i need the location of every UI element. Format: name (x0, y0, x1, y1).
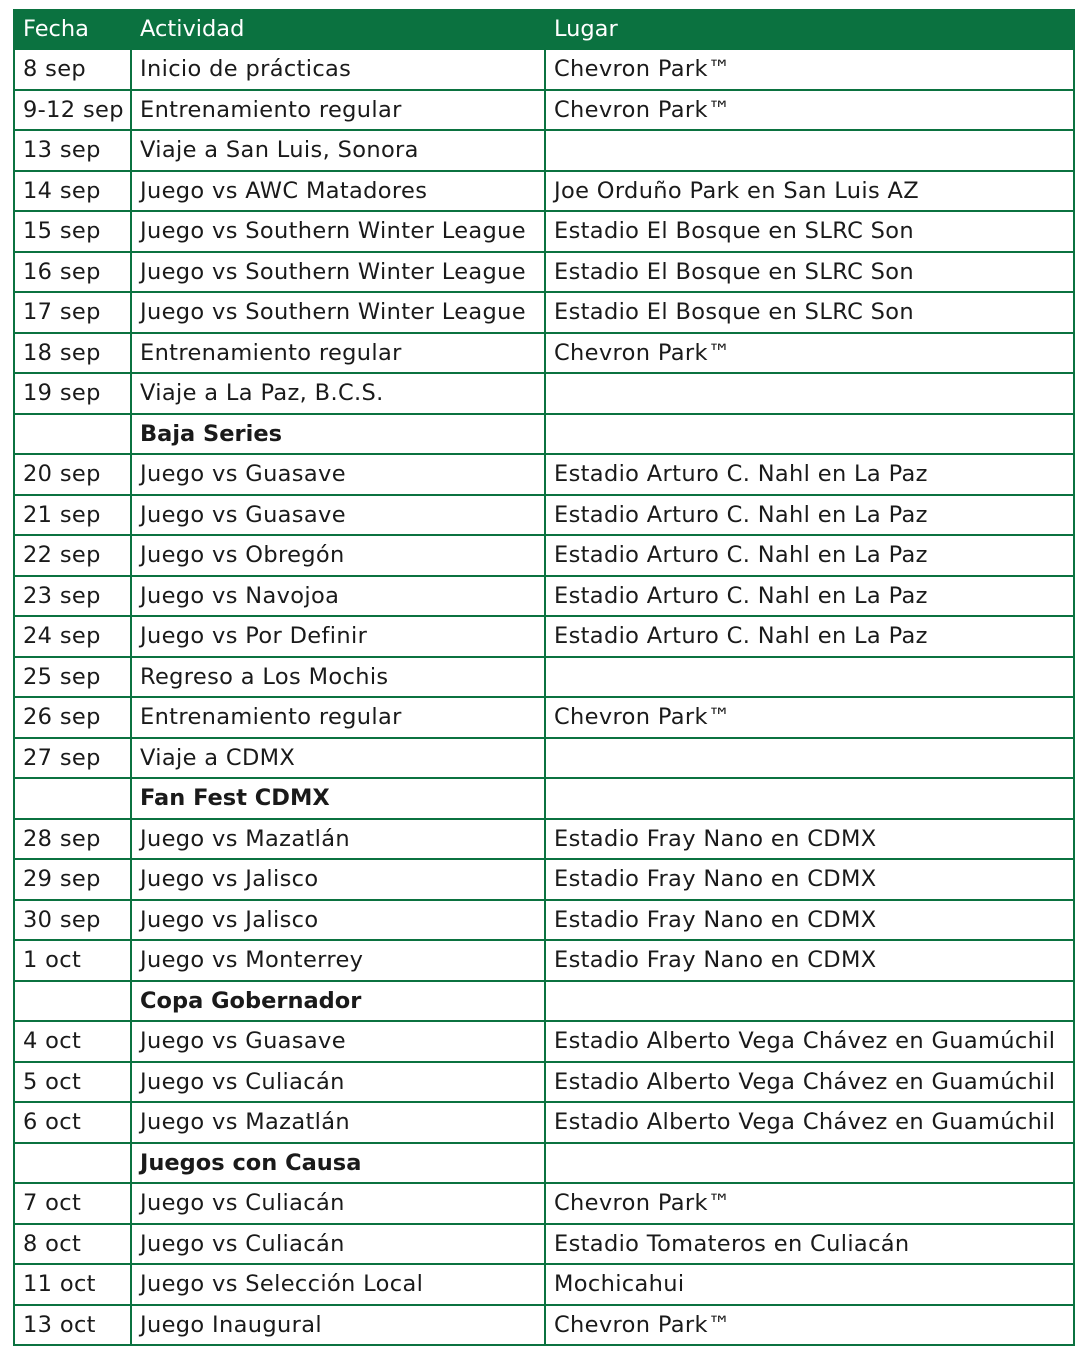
table-body (14, 49, 1074, 1345)
table-row (14, 576, 1074, 617)
table-row (14, 616, 1074, 657)
cell-actividad: Juego vs Guasave (131, 454, 545, 495)
cell-lugar: Estadio El Bosque en SLRC Son (545, 252, 1074, 293)
header-row (14, 9, 1074, 49)
section-title: Baja Series (131, 414, 545, 455)
schedule-table-container (13, 9, 1073, 1346)
cell-fecha (14, 778, 131, 819)
cell-actividad: Juego vs Guasave (131, 1021, 545, 1062)
cell-actividad: Juego vs Culiacán (131, 1062, 545, 1103)
cell-lugar: Joe Orduño Park en San Luis AZ (545, 171, 1074, 212)
cell-lugar (545, 373, 1074, 414)
section-row (14, 778, 1074, 819)
header-fecha: Fecha (14, 9, 131, 49)
schedule-table (13, 9, 1075, 1346)
cell-actividad: Entrenamiento regular (131, 90, 545, 131)
cell-fecha: 23 sep (14, 576, 131, 617)
cell-actividad: Juego vs Mazatlán (131, 1102, 545, 1143)
table-row (14, 1264, 1074, 1305)
table-row (14, 49, 1074, 90)
cell-lugar (545, 130, 1074, 171)
cell-lugar: Estadio Arturo C. Nahl en La Paz (545, 495, 1074, 536)
cell-fecha: 1 oct (14, 940, 131, 981)
cell-fecha: 15 sep (14, 211, 131, 252)
cell-lugar: Estadio Fray Nano en CDMX (545, 940, 1074, 981)
cell-fecha: 22 sep (14, 535, 131, 576)
cell-lugar: Estadio El Bosque en SLRC Son (545, 292, 1074, 333)
table-row (14, 657, 1074, 698)
cell-lugar: Estadio Arturo C. Nahl en La Paz (545, 454, 1074, 495)
cell-actividad: Juego vs AWC Matadores (131, 171, 545, 212)
cell-actividad: Entrenamiento regular (131, 333, 545, 374)
cell-actividad: Juego vs Selección Local (131, 1264, 545, 1305)
cell-fecha: 21 sep (14, 495, 131, 536)
table-row (14, 252, 1074, 293)
cell-lugar: Chevron Park™ (545, 1183, 1074, 1224)
cell-fecha: 5 oct (14, 1062, 131, 1103)
cell-fecha (14, 981, 131, 1022)
cell-actividad: Juego vs Jalisco (131, 859, 545, 900)
cell-fecha: 17 sep (14, 292, 131, 333)
cell-fecha: 19 sep (14, 373, 131, 414)
cell-fecha: 14 sep (14, 171, 131, 212)
table-row (14, 859, 1074, 900)
cell-actividad: Juego vs Guasave (131, 495, 545, 536)
cell-fecha: 16 sep (14, 252, 131, 293)
cell-fecha: 26 sep (14, 697, 131, 738)
cell-lugar: Estadio Alberto Vega Chávez en Guamúchil (545, 1102, 1074, 1143)
cell-actividad: Juego vs Mazatlán (131, 819, 545, 860)
cell-fecha: 24 sep (14, 616, 131, 657)
cell-lugar: Estadio Fray Nano en CDMX (545, 819, 1074, 860)
table-row (14, 454, 1074, 495)
cell-lugar: Chevron Park™ (545, 1305, 1074, 1346)
table-row (14, 495, 1074, 536)
cell-lugar (545, 981, 1074, 1022)
cell-fecha: 6 oct (14, 1102, 131, 1143)
table-row (14, 1305, 1074, 1346)
cell-lugar: Chevron Park™ (545, 49, 1074, 90)
table-row (14, 900, 1074, 941)
table-row (14, 130, 1074, 171)
cell-fecha (14, 1143, 131, 1184)
cell-fecha: 13 sep (14, 130, 131, 171)
section-row (14, 414, 1074, 455)
table-row (14, 1021, 1074, 1062)
cell-fecha: 11 oct (14, 1264, 131, 1305)
cell-actividad: Juego vs Jalisco (131, 900, 545, 941)
cell-actividad: Juego vs Monterrey (131, 940, 545, 981)
cell-fecha: 13 oct (14, 1305, 131, 1346)
cell-fecha (14, 414, 131, 455)
cell-fecha: 18 sep (14, 333, 131, 374)
cell-actividad: Juego vs Navojoa (131, 576, 545, 617)
cell-lugar: Estadio Arturo C. Nahl en La Paz (545, 535, 1074, 576)
cell-fecha: 20 sep (14, 454, 131, 495)
table-row (14, 171, 1074, 212)
cell-actividad: Juego vs Obregón (131, 535, 545, 576)
table-row (14, 1183, 1074, 1224)
cell-actividad: Viaje a La Paz, B.C.S. (131, 373, 545, 414)
cell-actividad: Viaje a San Luis, Sonora (131, 130, 545, 171)
section-row (14, 1143, 1074, 1184)
cell-actividad: Juego vs Por Definir (131, 616, 545, 657)
cell-lugar (545, 738, 1074, 779)
cell-lugar: Estadio Alberto Vega Chávez en Guamúchil (545, 1021, 1074, 1062)
cell-fecha: 29 sep (14, 859, 131, 900)
table-row (14, 1102, 1074, 1143)
cell-actividad: Juego vs Southern Winter League (131, 211, 545, 252)
cell-lugar: Estadio Fray Nano en CDMX (545, 859, 1074, 900)
cell-lugar: Mochicahui (545, 1264, 1074, 1305)
cell-fecha: 9-12 sep (14, 90, 131, 131)
cell-fecha: 8 sep (14, 49, 131, 90)
cell-fecha: 7 oct (14, 1183, 131, 1224)
cell-actividad: Entrenamiento regular (131, 697, 545, 738)
table-row (14, 292, 1074, 333)
cell-actividad: Juego vs Southern Winter League (131, 292, 545, 333)
cell-lugar: Chevron Park™ (545, 90, 1074, 131)
cell-lugar: Estadio Tomateros en Culiacán (545, 1224, 1074, 1265)
cell-actividad: Juego vs Southern Winter League (131, 252, 545, 293)
table-row (14, 1062, 1074, 1103)
cell-lugar: Estadio Fray Nano en CDMX (545, 900, 1074, 941)
cell-lugar (545, 1143, 1074, 1184)
cell-lugar (545, 414, 1074, 455)
cell-lugar (545, 657, 1074, 698)
table-row (14, 333, 1074, 374)
cell-actividad: Inicio de prácticas (131, 49, 545, 90)
header-lugar: Lugar (545, 9, 1074, 49)
cell-lugar: Chevron Park™ (545, 333, 1074, 374)
cell-lugar: Estadio Alberto Vega Chávez en Guamúchil (545, 1062, 1074, 1103)
table-row (14, 90, 1074, 131)
table-row (14, 819, 1074, 860)
cell-actividad: Juego vs Culiacán (131, 1183, 545, 1224)
cell-actividad: Regreso a Los Mochis (131, 657, 545, 698)
section-title: Juegos con Causa (131, 1143, 545, 1184)
table-header (14, 9, 1074, 49)
cell-lugar: Estadio Arturo C. Nahl en La Paz (545, 616, 1074, 657)
cell-actividad: Viaje a CDMX (131, 738, 545, 779)
cell-lugar (545, 778, 1074, 819)
table-row (14, 697, 1074, 738)
cell-fecha: 30 sep (14, 900, 131, 941)
table-row (14, 738, 1074, 779)
cell-fecha: 4 oct (14, 1021, 131, 1062)
cell-fecha: 25 sep (14, 657, 131, 698)
cell-actividad: Juego Inaugural (131, 1305, 545, 1346)
cell-fecha: 28 sep (14, 819, 131, 860)
cell-lugar: Chevron Park™ (545, 697, 1074, 738)
section-title: Fan Fest CDMX (131, 778, 545, 819)
section-title: Copa Gobernador (131, 981, 545, 1022)
table-row (14, 535, 1074, 576)
header-actividad: Actividad (131, 9, 545, 49)
table-row (14, 373, 1074, 414)
table-row (14, 211, 1074, 252)
cell-lugar: Estadio El Bosque en SLRC Son (545, 211, 1074, 252)
cell-fecha: 27 sep (14, 738, 131, 779)
cell-fecha: 8 oct (14, 1224, 131, 1265)
cell-lugar: Estadio Arturo C. Nahl en La Paz (545, 576, 1074, 617)
cell-actividad: Juego vs Culiacán (131, 1224, 545, 1265)
section-row (14, 981, 1074, 1022)
table-row (14, 940, 1074, 981)
table-row (14, 1224, 1074, 1265)
